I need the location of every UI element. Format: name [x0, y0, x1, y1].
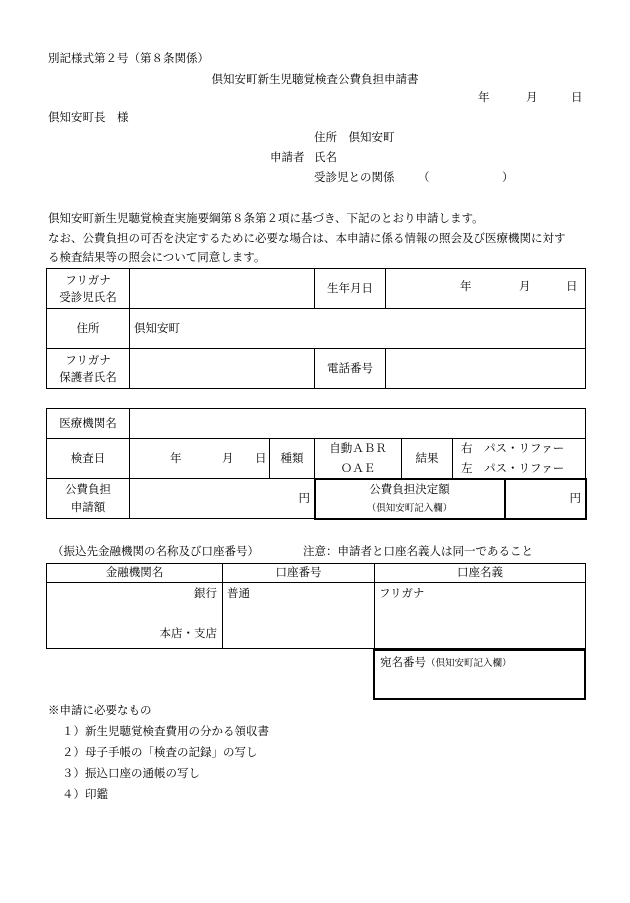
bank-section-note: 注意：申請者と口座名義人は同一であること: [303, 544, 533, 558]
guardian-furigana-label: フリガナ: [65, 352, 111, 367]
address-input[interactable]: 倶知安町: [130, 309, 586, 349]
bank-suffix-label: 銀行: [194, 586, 217, 600]
account-holder-header: 口座名義: [375, 564, 586, 583]
bank-name-header: 金融機関名: [47, 564, 223, 583]
applicant-label: 申請者: [270, 150, 305, 164]
required-item-3: ３）振込口座の通帳の写し: [62, 766, 200, 780]
child-name-label: 受診児氏名: [59, 289, 117, 304]
address-label: 住所: [47, 309, 130, 349]
phone-label: 電話番号: [315, 349, 386, 389]
birth-day-label: 日: [566, 279, 578, 293]
yen-unit-2: 円: [569, 490, 581, 505]
relation-close-paren: ）: [502, 170, 514, 184]
exam-month-label: 月: [222, 451, 234, 465]
recipient-number-box: [374, 650, 585, 699]
recipient-number-text: 宛名番号: [380, 655, 426, 669]
exam-date-input[interactable]: [130, 439, 270, 479]
child-name-input[interactable]: [130, 269, 315, 309]
exam-day-label: 日: [255, 451, 267, 465]
medical-institution-input[interactable]: [130, 409, 586, 439]
exam-type-options[interactable]: [315, 439, 402, 479]
result-options[interactable]: [453, 439, 586, 479]
child-name-label-cell: [47, 269, 130, 309]
child-furigana-label: フリガナ: [65, 272, 111, 287]
account-type-label: 普通: [227, 586, 250, 600]
account-holder-input[interactable]: [375, 583, 586, 649]
subsidy-request-label-2: 申請額: [70, 499, 106, 514]
result-label: 結果: [402, 439, 453, 479]
form-title: 倶知安町新生児聴覚検査公費負担申請書: [211, 72, 419, 86]
recipient-number-label: [380, 656, 512, 670]
result-left-ear: 左 パス・リファー: [461, 460, 565, 475]
date-day-label: 日: [571, 90, 583, 104]
account-number-header: 口座番号: [223, 564, 375, 583]
exam-year-label: 年: [170, 451, 182, 465]
birthdate-input[interactable]: [386, 269, 586, 309]
applicant-relation-label: 受診児との関係: [314, 170, 395, 184]
child-info-table: [46, 268, 586, 389]
bank-section-heading: （振込先金融機関の名称及び口座番号）: [52, 544, 259, 558]
applicant-name-label: 氏名: [314, 150, 337, 164]
addressee: 倶知安町長 様: [48, 110, 129, 124]
relation-open-paren: （: [418, 170, 430, 184]
exam-info-table: [46, 408, 586, 519]
type-oae-option: ＯＡＥ: [340, 460, 376, 475]
date-month-label: 月: [526, 90, 538, 104]
guardian-name-label: 保護者氏名: [59, 369, 117, 384]
required-item-1: １）新生児聴覚検査費用の分かる領収書: [62, 724, 269, 738]
phone-input[interactable]: [386, 349, 586, 389]
result-right-ear: 右 パス・リファー: [461, 441, 565, 455]
subsidy-decision-label-cell: [315, 479, 505, 519]
form-number: 別記様式第２号（第８条関係）: [48, 51, 209, 65]
exam-date-label: 検査日: [47, 439, 130, 479]
required-items-heading: ※申請に必要なもの: [48, 703, 152, 717]
guardian-name-label-cell: [47, 349, 130, 389]
subsidy-decision-input: [505, 479, 586, 519]
yen-unit-1: 円: [298, 490, 310, 505]
applicant-address: 住所 倶知安町: [314, 130, 395, 144]
branch-suffix-label: 本店・支店: [159, 626, 217, 640]
body-paragraph-1: 倶知安町新生児聴覚検査実施要綱第８条第２項に基づき、下記のとおり申請します。: [48, 211, 484, 225]
holder-furigana-label: フリガナ: [379, 586, 425, 600]
subsidy-request-label-cell: [47, 479, 130, 519]
exam-type-label: 種類: [270, 439, 315, 479]
birth-year-label: 年: [460, 279, 472, 293]
birthdate-label: 生年月日: [315, 269, 386, 309]
medical-institution-label: 医療機関名: [47, 409, 130, 439]
town-use-note-1: （倶知安町記入欄）: [366, 502, 453, 514]
subsidy-decision-label: 公費負担決定額: [369, 482, 450, 497]
birth-month-label: 月: [519, 279, 531, 293]
subsidy-request-label-1: 公費負担: [65, 481, 111, 496]
body-paragraph-2-line-1: なお、公費負担の可否を決定するために必要な場合は、本申請に係る情報の照会及び医療機関に対す: [48, 231, 566, 245]
body-paragraph-2-line-2: る検査結果等の照会について同意します。: [48, 250, 266, 264]
town-use-note-2: （倶知安町記入欄）: [426, 658, 512, 669]
bank-name-input[interactable]: [47, 583, 223, 649]
account-number-input[interactable]: [223, 583, 375, 649]
required-item-2: ２）母子手帳の「検査の記録」の写し: [62, 745, 258, 759]
date-year-label: 年: [478, 90, 490, 104]
guardian-name-input[interactable]: [130, 349, 315, 389]
subsidy-request-input[interactable]: [130, 479, 315, 519]
required-item-4: ４）印鑑: [62, 787, 108, 801]
type-aabr-option: 自動ＡＢＲ: [329, 441, 387, 455]
bank-account-table: [46, 563, 586, 649]
